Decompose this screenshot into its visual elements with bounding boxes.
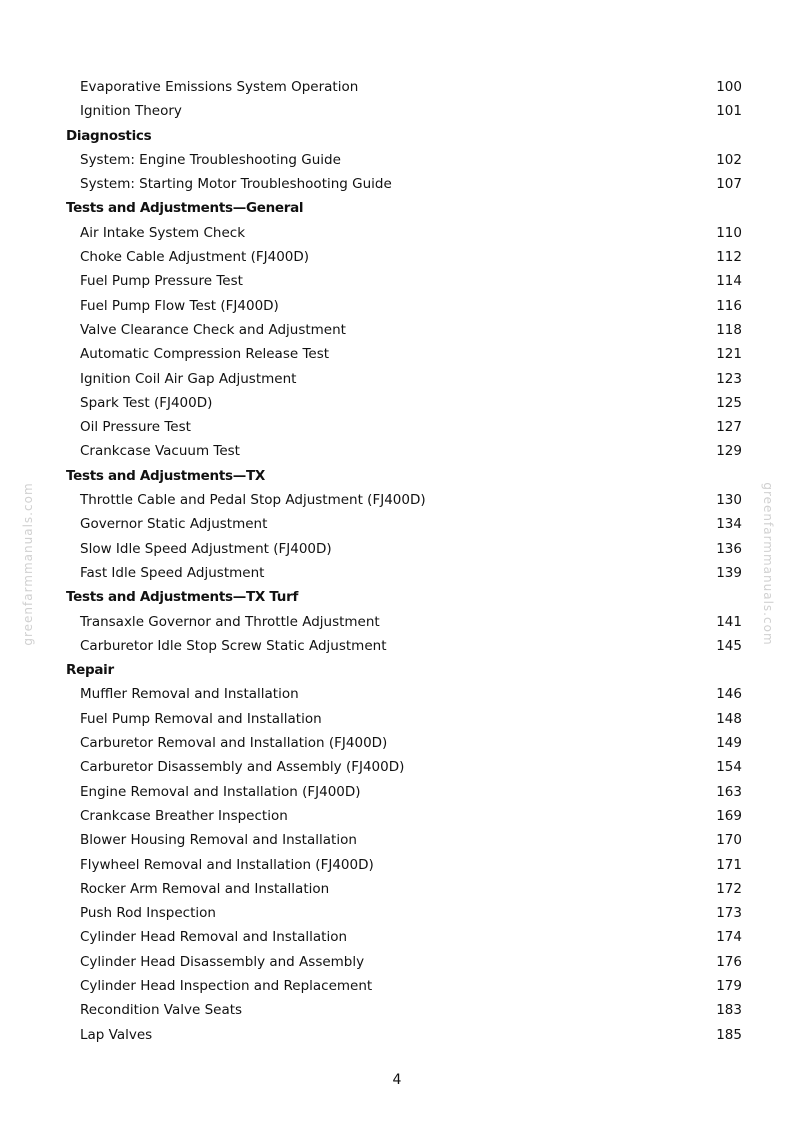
toc-entry[interactable] (0, 415, 794, 439)
toc-entry-title: Cylinder Head Removal and Installation (80, 929, 348, 946)
toc-entry-title: Crankcase Vacuum Test (80, 443, 240, 460)
toc-entry[interactable] (0, 755, 794, 779)
toc-entry[interactable] (0, 318, 794, 342)
toc-entry-page-number: 134 (716, 516, 742, 533)
toc-entry-title: Choke Cable Adjustment (FJ400D) (80, 249, 310, 266)
toc-entry-title: Air Intake System Check (80, 224, 246, 241)
toc-entry-page-number: 174 (716, 929, 742, 946)
toc-entry-title: Automatic Compression Release Test (80, 346, 330, 363)
toc-entry-page-number: 114 (716, 273, 742, 290)
toc-entry-page-number: 110 (716, 224, 742, 241)
toc-entry[interactable] (0, 439, 794, 463)
toc-entry-page-number: 102 (716, 151, 742, 168)
toc-entry[interactable] (0, 828, 794, 852)
toc-section-heading (0, 124, 794, 148)
toc-entry-title: Blower Housing Removal and Installation (80, 832, 357, 849)
table-of-contents (0, 75, 794, 1047)
toc-entry-title: Fuel Pump Removal and Installation (80, 710, 322, 727)
toc-entry-title: Flywheel Removal and Installation (FJ400D) (80, 856, 374, 873)
toc-entry-page-number: 107 (716, 176, 742, 193)
toc-entry-title: Recondition Valve Seats (80, 1002, 243, 1019)
toc-entry-page-number: 136 (716, 540, 742, 557)
toc-entry-page-number: 149 (716, 735, 742, 752)
toc-section-heading (0, 196, 794, 220)
toc-entry-page-number: 183 (716, 1002, 742, 1019)
toc-entry-title: Ignition Theory (80, 103, 182, 120)
toc-heading-title: Tests and Adjustments—TX Turf (66, 589, 299, 606)
toc-entry-title: Transaxle Governor and Throttle Adjustment (80, 613, 380, 630)
toc-entry[interactable] (0, 925, 794, 949)
toc-entry-title: Carburetor Disassembly and Assembly (FJ400D) (80, 759, 405, 776)
toc-entry-page-number: 172 (716, 880, 742, 897)
toc-entry-title: Evaporative Emissions System Operation (80, 79, 359, 95)
toc-entry-page-number: 154 (716, 759, 742, 776)
toc-entry-page-number: 169 (716, 807, 742, 824)
toc-entry-page-number: 121 (716, 346, 742, 363)
toc-entry-title: Lap Valves (80, 1026, 153, 1043)
toc-entry-page-number: 171 (716, 856, 742, 873)
watermark-right: greenfarmmanuals.com (761, 482, 775, 646)
toc-heading-title: Tests and Adjustments—TX (66, 467, 265, 484)
toc-section-heading (0, 585, 794, 609)
toc-entry-title: Crankcase Breather Inspection (80, 807, 288, 824)
toc-entry[interactable] (0, 245, 794, 269)
toc-entry-title: Slow Idle Speed Adjustment (FJ400D) (80, 540, 332, 557)
toc-entry[interactable] (0, 172, 794, 196)
toc-entry-title: Cylinder Head Inspection and Replacement (80, 977, 373, 994)
toc-entry-page-number: 163 (716, 783, 742, 800)
toc-entry-title: Spark Test (FJ400D) (80, 394, 213, 411)
toc-entry-page-number: 130 (716, 492, 742, 509)
toc-entry[interactable] (0, 342, 794, 366)
toc-entry[interactable] (0, 780, 794, 804)
toc-entry-page-number: 148 (716, 710, 742, 727)
toc-entry-title: Ignition Coil Air Gap Adjustment (80, 370, 297, 387)
toc-heading-title: Tests and Adjustments—General (66, 200, 304, 217)
toc-entry[interactable] (0, 682, 794, 706)
toc-entry-title: Oil Pressure Test (80, 419, 191, 436)
toc-entry[interactable] (0, 707, 794, 731)
toc-entry-page-number: 123 (716, 370, 742, 387)
toc-entry[interactable] (0, 610, 794, 634)
toc-entry-title: System: Engine Troubleshooting Guide (80, 151, 341, 168)
toc-entry[interactable] (0, 269, 794, 293)
toc-entry[interactable] (0, 974, 794, 998)
toc-entry-title: System: Starting Motor Troubleshooting Guide (80, 176, 392, 193)
toc-entry[interactable] (0, 148, 794, 172)
toc-entry-title: Engine Removal and Installation (FJ400D) (80, 783, 361, 800)
toc-entry[interactable] (0, 488, 794, 512)
toc-entry-title: Throttle Cable and Pedal Stop Adjustment (FJ400D) (80, 492, 426, 509)
toc-entry-page-number: 125 (716, 394, 742, 411)
toc-entry-title: Muffler Removal and Installation (80, 686, 299, 703)
toc-entry-page-number: 146 (716, 686, 742, 703)
toc-entry[interactable] (0, 804, 794, 828)
toc-entry-title: Valve Clearance Check and Adjustment (80, 321, 346, 338)
toc-entry[interactable] (0, 99, 794, 123)
toc-entry[interactable] (0, 75, 794, 99)
toc-section-heading (0, 464, 794, 488)
toc-heading-title: Repair (66, 662, 114, 679)
toc-entry-title: Carburetor Removal and Installation (FJ400D) (80, 735, 388, 752)
toc-entry-title: Rocker Arm Removal and Installation (80, 880, 330, 897)
toc-entry-page-number: 185 (716, 1026, 742, 1043)
toc-entry[interactable] (0, 950, 794, 974)
toc-entry[interactable] (0, 731, 794, 755)
toc-section-heading (0, 658, 794, 682)
toc-entry[interactable] (0, 537, 794, 561)
toc-entry-page-number: 179 (716, 977, 742, 994)
toc-entry-title: Fuel Pump Flow Test (FJ400D) (80, 297, 279, 314)
toc-entry-title: Governor Static Adjustment (80, 516, 268, 533)
toc-entry-page-number: 141 (716, 613, 742, 630)
toc-entry-page-number: 176 (716, 953, 742, 970)
toc-entry-title: Fuel Pump Pressure Test (80, 273, 243, 290)
toc-entry-page-number: 116 (716, 297, 742, 314)
toc-entry[interactable] (0, 853, 794, 877)
toc-entry-page-number: 127 (716, 419, 742, 436)
toc-entry-page-number: 145 (716, 637, 742, 654)
toc-entry-page-number: 100 (716, 79, 742, 95)
toc-entry[interactable] (0, 391, 794, 415)
toc-entry-page-number: 101 (716, 103, 742, 120)
toc-entry[interactable] (0, 1023, 794, 1047)
toc-entry-page-number: 139 (716, 564, 742, 581)
toc-entry[interactable] (0, 877, 794, 901)
toc-entry-page-number: 112 (716, 249, 742, 266)
toc-entry[interactable] (0, 294, 794, 318)
toc-entry-page-number: 173 (716, 905, 742, 922)
toc-entry[interactable] (0, 561, 794, 585)
toc-entry-title: Fast Idle Speed Adjustment (80, 564, 265, 581)
toc-heading-title: Diagnostics (66, 127, 152, 144)
toc-entry[interactable] (0, 367, 794, 391)
toc-entry-page-number: 170 (716, 832, 742, 849)
watermark-left: greenfarmmanuals.com (21, 482, 35, 646)
toc-entry[interactable] (0, 998, 794, 1022)
page-number: 4 (392, 1072, 402, 1088)
toc-entry[interactable] (0, 634, 794, 658)
toc-entry-title: Cylinder Head Disassembly and Assembly (80, 953, 365, 970)
toc-entry-page-number: 118 (716, 321, 742, 338)
toc-entry[interactable] (0, 221, 794, 245)
toc-entry[interactable] (0, 512, 794, 536)
toc-entry-title: Carburetor Idle Stop Screw Static Adjustment (80, 637, 387, 654)
toc-entry-page-number: 129 (716, 443, 742, 460)
toc-entry[interactable] (0, 901, 794, 925)
toc-entry-title: Push Rod Inspection (80, 905, 216, 922)
